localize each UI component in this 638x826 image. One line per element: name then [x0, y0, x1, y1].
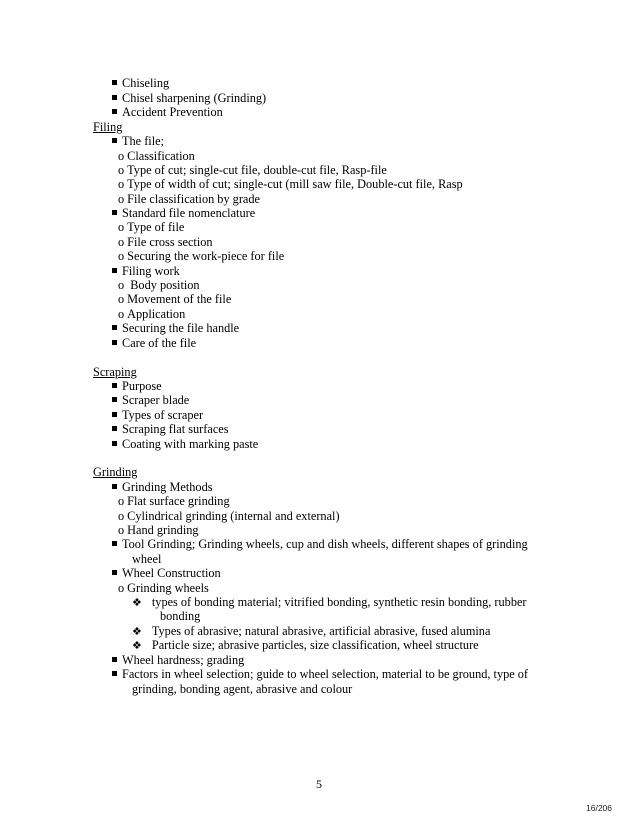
square-bullet-icon — [112, 210, 117, 215]
square-bullet-icon — [112, 80, 117, 85]
square-bullet-icon — [112, 325, 117, 330]
list-item-text: Grinding Methods — [122, 480, 213, 494]
circle-bullet-icon: o — [118, 220, 125, 234]
list-item-text: Grinding — [93, 465, 138, 479]
list-item — [112, 408, 203, 422]
list-item — [118, 235, 213, 249]
section-heading — [93, 120, 122, 134]
list-item-text: Filing — [93, 120, 123, 134]
list-item — [112, 91, 266, 105]
circle-bullet-icon: o — [118, 235, 125, 249]
list-item-text: Care of the file — [122, 336, 197, 350]
list-item-text: Securing the work-piece for file — [127, 249, 285, 263]
square-bullet-icon — [112, 441, 117, 446]
circle-bullet-icon: o — [118, 307, 125, 321]
list-item-text: bonding — [160, 609, 201, 623]
list-item-text: Filing work — [122, 264, 180, 278]
diamond-bullet-icon: ❖ — [132, 625, 142, 638]
circle-bullet-icon: o — [118, 523, 125, 537]
circle-bullet-icon: o — [118, 249, 125, 263]
list-item-text: Factors in wheel selection; guide to wheel selection, material to be ground, type of — [122, 667, 529, 681]
list-item-text: Classification — [127, 149, 195, 163]
square-bullet-icon — [112, 95, 117, 100]
list-item-continuation — [132, 682, 352, 696]
list-item — [118, 249, 284, 263]
list-item-text: Chiseling — [122, 76, 170, 90]
list-item — [118, 494, 230, 508]
square-bullet-icon — [112, 671, 117, 676]
list-item-text: Hand grinding — [127, 523, 199, 537]
list-item — [118, 149, 195, 163]
square-bullet-icon — [112, 138, 117, 143]
list-item-text: File classification by grade — [127, 192, 260, 206]
page-counter: 16/206 — [586, 803, 612, 813]
list-item — [112, 653, 244, 667]
circle-bullet-icon: o — [118, 581, 125, 595]
list-item — [118, 177, 463, 191]
list-item-continuation — [160, 609, 200, 623]
square-bullet-icon — [112, 426, 117, 431]
list-item-text: Particle size; abrasive particles, size classification, wheel structure — [151, 638, 479, 652]
square-bullet-icon — [112, 340, 117, 345]
list-item-text: types of bonding material; vitrified bonding, synthetic resin bonding, rubber — [151, 595, 527, 609]
square-bullet-icon — [112, 383, 117, 388]
list-item-text: Body position — [127, 278, 200, 292]
list-item-text: Scraper blade — [122, 393, 190, 407]
circle-bullet-icon: o — [118, 149, 125, 163]
section-heading — [93, 365, 137, 379]
list-item — [118, 523, 199, 537]
list-item — [132, 638, 479, 653]
list-item — [112, 105, 223, 119]
list-item — [118, 509, 340, 523]
square-bullet-icon — [112, 541, 117, 546]
circle-bullet-icon: o — [118, 163, 125, 177]
square-bullet-icon — [112, 397, 117, 402]
circle-bullet-icon: o — [118, 192, 125, 206]
list-item — [132, 624, 490, 639]
list-item — [118, 581, 209, 595]
list-item-text: Type of file — [127, 220, 185, 234]
list-item — [112, 480, 213, 494]
list-item-text: Scraping — [93, 365, 137, 379]
list-item — [112, 206, 255, 220]
section-heading — [93, 465, 137, 479]
list-item-text: Movement of the file — [127, 292, 232, 306]
list-item-continuation — [132, 552, 161, 566]
list-item-text: Wheel Construction — [122, 566, 221, 580]
list-item-text: Flat surface grinding — [127, 494, 230, 508]
diamond-bullet-icon: ❖ — [132, 596, 142, 609]
list-item-text: Purpose — [122, 379, 162, 393]
circle-bullet-icon: o — [118, 494, 125, 508]
square-bullet-icon — [112, 657, 117, 662]
list-item — [112, 437, 258, 451]
list-item-text: Securing the file handle — [122, 321, 240, 335]
circle-bullet-icon: o — [118, 509, 125, 523]
square-bullet-icon — [112, 570, 117, 575]
list-item — [112, 134, 164, 148]
list-item-text: File cross section — [127, 235, 213, 249]
list-item — [132, 595, 527, 610]
circle-bullet-icon: o — [118, 278, 125, 292]
circle-bullet-icon: o — [118, 292, 125, 306]
list-item-text: wheel — [132, 552, 162, 566]
list-item — [112, 321, 239, 335]
list-item — [112, 537, 528, 551]
list-item — [118, 163, 387, 177]
list-item — [112, 422, 229, 436]
list-item-text: Standard file nomenclature — [122, 206, 256, 220]
list-item — [112, 393, 189, 407]
list-item-text: Grinding wheels — [127, 581, 209, 595]
list-item-text: grinding, bonding agent, abrasive and colour — [132, 682, 353, 696]
list-item — [112, 264, 180, 278]
list-item-text: Application — [127, 307, 186, 321]
list-item-text: Accident Prevention — [122, 105, 223, 119]
list-item — [112, 379, 162, 393]
list-item-text: Coating with marking paste — [122, 437, 259, 451]
list-item — [118, 292, 231, 306]
square-bullet-icon — [112, 268, 117, 273]
list-item — [118, 192, 260, 206]
list-item-text: Chisel sharpening (Grinding) — [122, 91, 267, 105]
list-item-text: Cylindrical grinding (internal and external) — [127, 509, 340, 523]
list-item — [112, 336, 196, 350]
page-number: 5 — [316, 777, 322, 791]
list-item-text: Scraping flat surfaces — [122, 422, 229, 436]
list-item-text: The file; — [122, 134, 164, 148]
list-item-text: Type of cut; single-cut file, double-cut file, Rasp-file — [127, 163, 387, 177]
circle-bullet-icon: o — [118, 177, 125, 191]
list-item — [118, 220, 184, 234]
square-bullet-icon — [112, 484, 117, 489]
square-bullet-icon — [112, 109, 117, 114]
list-item-text: Types of scraper — [122, 408, 204, 422]
list-item-text: Types of abrasive; natural abrasive, artificial abrasive, fused alumina — [151, 624, 491, 638]
list-item — [118, 307, 185, 321]
diamond-bullet-icon: ❖ — [132, 639, 142, 652]
list-item — [112, 76, 169, 90]
list-item-text: Type of width of cut; single-cut (mill saw file, Double-cut file, Rasp — [127, 177, 463, 191]
list-item — [118, 278, 200, 292]
list-item — [112, 566, 221, 580]
square-bullet-icon — [112, 412, 117, 417]
list-item-text: Tool Grinding; Grinding wheels, cup and dish wheels, different shapes of grinding — [122, 537, 528, 551]
list-item — [112, 667, 528, 681]
list-item-text: Wheel hardness; grading — [122, 653, 245, 667]
